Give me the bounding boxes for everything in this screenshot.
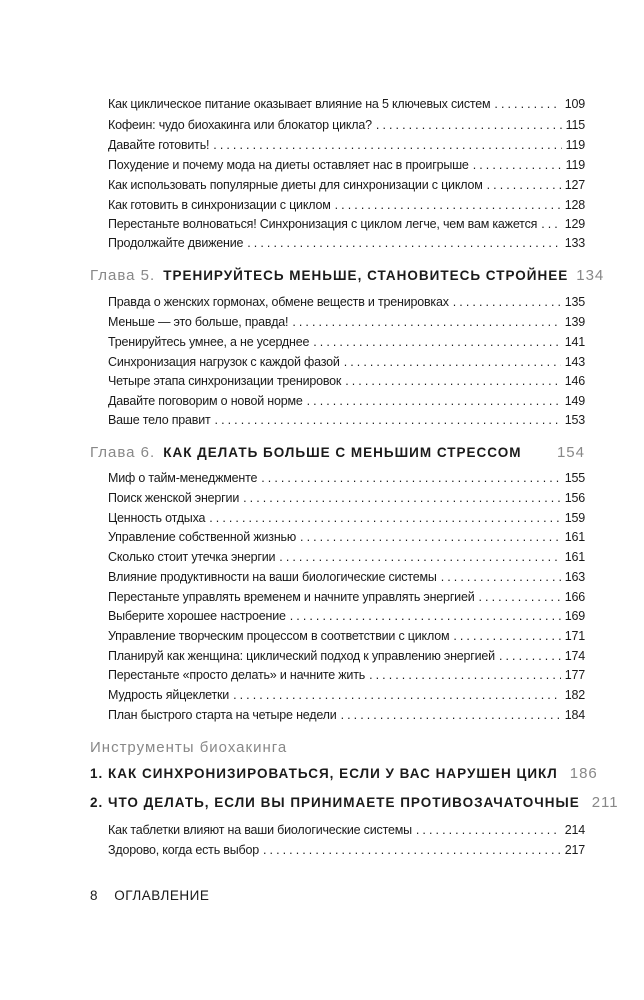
toc-entry [108,138,585,152]
toc-entry-page: 169 [564,609,585,623]
toc-entry-title: Перестаньте волноваться! Синхронизация с циклом легче, чем вам кажется [108,217,538,231]
toc-entry [108,471,585,485]
chapter-heading [90,444,585,462]
dot-leader [335,198,561,212]
toc-entry [108,374,585,388]
toc-entry-page: 115 [565,118,585,132]
dot-leader [479,590,561,604]
toc-entry-page: 129 [564,217,585,231]
tool-heading [90,794,619,811]
toc-entry-title: Давайте поговорим о новой норме [108,394,303,408]
dot-leader [345,374,561,388]
toc-entry-page: 171 [564,629,585,643]
toc-entry [108,649,585,663]
toc-entry-page: 155 [564,471,585,485]
toc-entry [108,823,585,837]
dot-leader [453,629,560,643]
toc-entry-page: 127 [564,178,585,192]
toc-entry [108,491,585,505]
dot-leader [233,688,561,702]
dot-leader [341,708,561,722]
dot-leader [499,649,561,663]
dot-leader [243,491,561,505]
dot-leader [416,823,561,837]
toc-entry-page: 119 [565,138,585,152]
tool-page: 211 [591,794,619,811]
toc-entry-title: Как готовить в синхронизации с циклом [108,198,331,212]
toc-entry-page: 153 [564,413,585,427]
footer-page-number: 8 [90,888,99,903]
dot-leader [369,668,561,682]
toc-entry-page: 184 [564,708,585,722]
toc-entry-title: Управление творческим процессом в соответствии с циклом [108,629,450,643]
toc-entry-page: 161 [564,550,585,564]
dot-leader [261,471,561,485]
toc-entry-title: Кофеин: чудо биохакинга или блокатор цикла? [108,118,372,132]
toc-entry [108,118,585,132]
dot-leader [344,355,561,369]
toc-entry [108,295,585,309]
toc-entry-title: Планируй как женщина: циклический подход к управлению энергией [108,649,495,663]
toc-entry-page: 143 [564,355,585,369]
dot-leader [263,843,561,857]
toc-entry-title: Мудрость яйцеклетки [108,688,230,702]
toc-entry [108,668,585,682]
dot-leader [494,97,560,111]
toc-entry [108,590,585,604]
toc-entry-title: План быстрого старта на четыре недели [108,708,337,722]
toc-entry [108,315,585,329]
toc-entry-page: 174 [564,649,585,663]
toc-entry [108,236,585,250]
toc-entry-title: Сколько стоит утечка энергии [108,550,276,564]
dot-leader [307,394,561,408]
tool-heading [90,765,598,782]
toc-entry [108,708,585,722]
page-footer [90,888,209,903]
toc-entry [108,530,585,544]
toc-entry-title: Как использовать популярные диеты для синхронизации с циклом [108,178,483,192]
toc-entry-page: 161 [564,530,585,544]
toc-entry-title: Поиск женской энергии [108,491,240,505]
dot-leader [441,570,561,584]
toc-entry-page: 177 [564,668,585,682]
toc-entry [108,198,585,212]
chapter-number: Глава 5. [90,267,156,284]
dot-leader [453,295,561,309]
dot-leader [541,217,561,231]
toc-entry-page: 156 [564,491,585,505]
toc-entry [108,158,585,172]
toc-entry-title: Четыре этапа синхронизации тренировок [108,374,342,388]
toc-entry-title: Перестаньте управлять временем и начните управлять энергией [108,590,475,604]
toc-entry-page: 135 [564,295,585,309]
toc-entry [108,688,585,702]
toc-entry-title: Миф о тайм-менеджменте [108,471,258,485]
dot-leader [215,413,561,427]
dot-leader [473,158,562,172]
toc-entry-page: 149 [564,394,585,408]
tool-title: 1. КАК СИНХРОНИЗИРОВАТЬСЯ, ЕСЛИ У ВАС НАРУШЕН ЦИКЛ [90,766,558,781]
toc-entry-title: Тренируйтесь умнее, а не усерднее [108,335,310,349]
toc-entry-page: 109 [564,97,585,111]
toc-entry-title: Как циклическое питание оказывает влияние на 5 ключевых систем [108,97,491,111]
toc-entry-title: Давайте готовить! [108,138,210,152]
toc-entry [108,629,585,643]
toc-entry-title: Здорово, когда есть выбор [108,843,259,857]
toc-entry [108,550,585,564]
tool-title: 2. ЧТО ДЕЛАТЬ, ЕСЛИ ВЫ ПРИНИМАЕТЕ ПРОТИВОЗАЧАТОЧНЫЕ [90,795,580,810]
toc-entry [108,394,585,408]
toc-entry-page: 141 [564,335,585,349]
toc-entry-page: 217 [564,843,585,857]
toc-entry-title: Влияние продуктивности на ваши биологические системы [108,570,437,584]
toc-entry-page: 159 [564,511,585,525]
toc-entry [108,413,585,427]
toc-entry [108,609,585,623]
toc-entry-title: Меньше — это больше, правда! [108,315,289,329]
dot-leader [300,530,561,544]
toc-entry-title: Правда о женских гормонах, обмене веществ и тренировках [108,295,449,309]
chapter-title: ТРЕНИРУЙТЕСЬ МЕНЬШЕ, СТАНОВИТЕСЬ СТРОЙНЕЕ [163,268,569,283]
toc-entry-title: Управление собственной жизнью [108,530,297,544]
dot-leader [279,550,560,564]
chapter-page: 154 [556,444,585,461]
toc-entry [108,217,585,231]
toc-entry-page: 146 [564,374,585,388]
toc-entry-title: Как таблетки влияют на ваши биологические системы [108,823,412,837]
toc-entry-page: 119 [565,158,585,172]
toc-entry [108,843,585,857]
toc-entry-title: Ваше тело правит [108,413,211,427]
toc-entry [108,570,585,584]
dot-leader [292,315,560,329]
toc-entry-title: Похудение и почему мода на диеты оставляет нас в проигрыше [108,158,469,172]
toc-entry [108,97,585,111]
tool-page: 186 [569,765,598,782]
toc-entry [108,355,585,369]
dot-leader [213,138,561,152]
toc-entry-page: 128 [564,198,585,212]
chapter-title: КАК ДЕЛАТЬ БОЛЬШЕ С МЕНЬШИМ СТРЕССОМ [163,445,522,460]
chapter-heading [90,267,605,285]
footer-running-title: ОГЛАВЛЕНИЕ [114,888,210,903]
dot-leader [487,178,561,192]
toc-entry-page: 214 [564,823,585,837]
toc-entry-page: 139 [564,315,585,329]
section-heading: Инструменты биохакинга [90,739,288,756]
dot-leader [290,609,561,623]
toc-entry [108,178,585,192]
toc-entry [108,511,585,525]
toc-entry [108,335,585,349]
toc-entry-title: Перестаньте «просто делать» и начните жить [108,668,366,682]
dot-leader [247,236,560,250]
dot-leader [313,335,561,349]
dot-leader [209,511,560,525]
toc-entry-title: Продолжайте движение [108,236,244,250]
chapter-number: Глава 6. [90,444,156,461]
chapter-page: 134 [576,267,605,284]
toc-entry-page: 182 [564,688,585,702]
toc-entry-page: 166 [564,590,585,604]
toc-entry-title: Ценность отдыха [108,511,206,525]
toc-entry-page: 163 [564,570,585,584]
toc-entry-page: 133 [564,236,585,250]
toc-entry-title: Выберите хорошее настроение [108,609,286,623]
toc-entry-title: Синхронизация нагрузок с каждой фазой [108,355,340,369]
dot-leader [376,118,562,132]
